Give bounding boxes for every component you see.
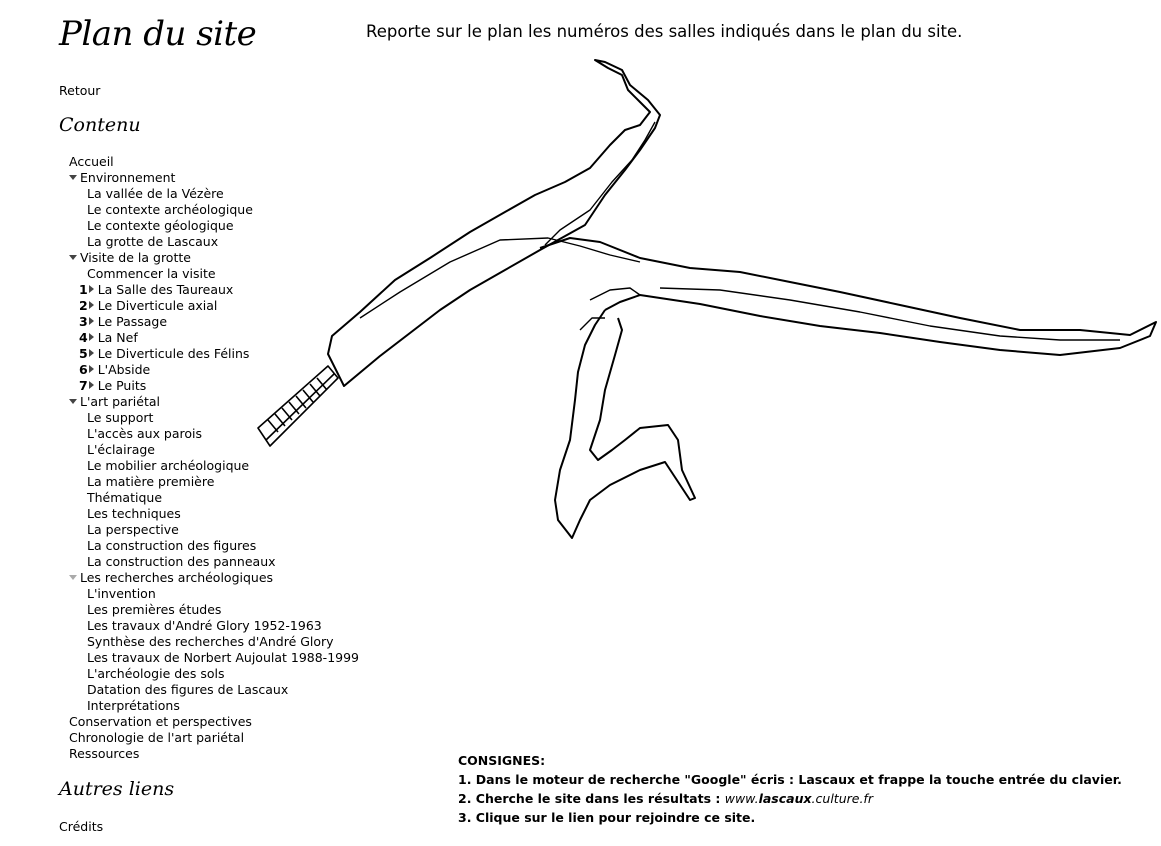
url-prefix: www. — [724, 791, 759, 806]
url-bold: lascaux — [758, 791, 812, 806]
room-number: 5 — [79, 346, 88, 361]
room-label: Le Puits — [97, 378, 147, 393]
nav-conservation[interactable]: Conservation et perspectives — [69, 714, 252, 729]
arrow-right-icon — [89, 333, 94, 341]
room-label: La Salle des Taureaux — [97, 282, 234, 297]
step-2-text: 2. Cherche le site dans les résultats : — [458, 791, 725, 806]
nav-item[interactable]: Les techniques — [87, 506, 181, 521]
page-title: Plan du site — [59, 14, 257, 54]
nav-recherches[interactable] — [69, 570, 359, 586]
nav-section-label: Environnement — [80, 170, 176, 185]
cave-outline-main — [328, 60, 660, 386]
nav-item[interactable]: La construction des panneaux — [87, 554, 276, 569]
room-number: 1 — [79, 282, 88, 297]
entrance-stairs — [258, 366, 338, 446]
nav-commencer-visite[interactable]: Commencer la visite — [87, 266, 216, 281]
expand-triangle-icon — [69, 175, 77, 180]
nav-item[interactable]: La perspective — [87, 522, 179, 537]
cave-plan-map — [250, 50, 1160, 550]
nav-item[interactable]: Datation des figures de Lascaux — [87, 682, 289, 697]
contents-heading: Contenu — [59, 114, 141, 136]
arrow-right-icon — [89, 285, 94, 293]
url-suffix: .culture.fr — [811, 791, 873, 806]
instructions-panel — [458, 751, 1122, 827]
expand-triangle-icon — [69, 575, 77, 580]
room-label: Le Diverticule des Félins — [97, 346, 250, 361]
arrow-right-icon — [89, 381, 94, 389]
instruction-text: Reporte sur le plan les numéros des salles indiqués dans le plan du site. — [366, 22, 963, 41]
cave-inner-line — [360, 238, 640, 318]
nav-section-label: Visite de la grotte — [80, 250, 191, 265]
arrow-right-icon — [89, 301, 94, 309]
nav-item[interactable]: Le support — [87, 410, 154, 425]
room-label: La Nef — [97, 330, 138, 345]
arrow-right-icon — [89, 317, 94, 325]
nav-ressources[interactable]: Ressources — [69, 746, 140, 761]
nav-item[interactable]: La construction des figures — [87, 538, 257, 553]
nav-item[interactable]: Les premières études — [87, 602, 222, 617]
room-label: Le Diverticule axial — [97, 298, 218, 313]
nav-item[interactable]: La vallée de la Vézère — [87, 186, 224, 201]
instruction-step-3: 3. Clique sur le lien pour rejoindre ce site. — [458, 810, 756, 825]
room-number: 4 — [79, 330, 88, 345]
room-number: 7 — [79, 378, 88, 393]
room-label: Le Passage — [97, 314, 168, 329]
cave-outline-east — [540, 238, 1156, 355]
back-link[interactable]: Retour — [59, 83, 101, 98]
nav-item[interactable]: L'archéologie des sols — [87, 666, 225, 681]
nav-item[interactable]: Les travaux d'André Glory 1952-1963 — [87, 618, 322, 633]
nav-section-label: Les recherches archéologiques — [80, 570, 274, 585]
arrow-right-icon — [89, 349, 94, 357]
nav-chronologie[interactable]: Chronologie de l'art pariétal — [69, 730, 245, 745]
expand-triangle-icon — [69, 255, 77, 260]
expand-triangle-icon — [69, 399, 77, 404]
nav-section-label: L'art pariétal — [80, 394, 161, 409]
arrow-right-icon — [89, 365, 94, 373]
cave-outline-south — [555, 310, 695, 538]
other-links-heading: Autres liens — [59, 778, 175, 800]
lascaux-url — [725, 791, 873, 806]
instruction-step-2 — [458, 789, 1122, 808]
cave-inner-line — [660, 288, 1120, 340]
instructions-heading: CONSIGNES: — [458, 753, 546, 768]
credits-link[interactable]: Crédits — [59, 819, 104, 834]
nav-item[interactable]: Le mobilier archéologique — [87, 458, 250, 473]
instruction-step-1: 1. Dans le moteur de recherche "Google" écris : Lascaux et frappe la touche entrée du clavier. — [458, 772, 1122, 787]
nav-item[interactable]: Le contexte archéologique — [87, 202, 253, 217]
nav-item[interactable]: La grotte de Lascaux — [87, 234, 219, 249]
room-label: L'Abside — [97, 362, 151, 377]
nav-item[interactable]: Le contexte géologique — [87, 218, 234, 233]
room-number: 3 — [79, 314, 88, 329]
room-number: 6 — [79, 362, 88, 377]
nav-item[interactable]: Synthèse des recherches d'André Glory — [87, 634, 334, 649]
nav-item[interactable]: L'invention — [87, 586, 156, 601]
room-number: 2 — [79, 298, 88, 313]
nav-item[interactable]: Les travaux de Norbert Aujoulat 1988-1999 — [87, 650, 360, 665]
nav-item[interactable]: L'éclairage — [87, 442, 155, 457]
nav-accueil[interactable]: Accueil — [69, 154, 114, 169]
nav-item[interactable]: La matière première — [87, 474, 215, 489]
nav-item[interactable]: Thématique — [87, 490, 163, 505]
nav-item[interactable]: L'accès aux parois — [87, 426, 203, 441]
nav-item[interactable]: Interprétations — [87, 698, 180, 713]
